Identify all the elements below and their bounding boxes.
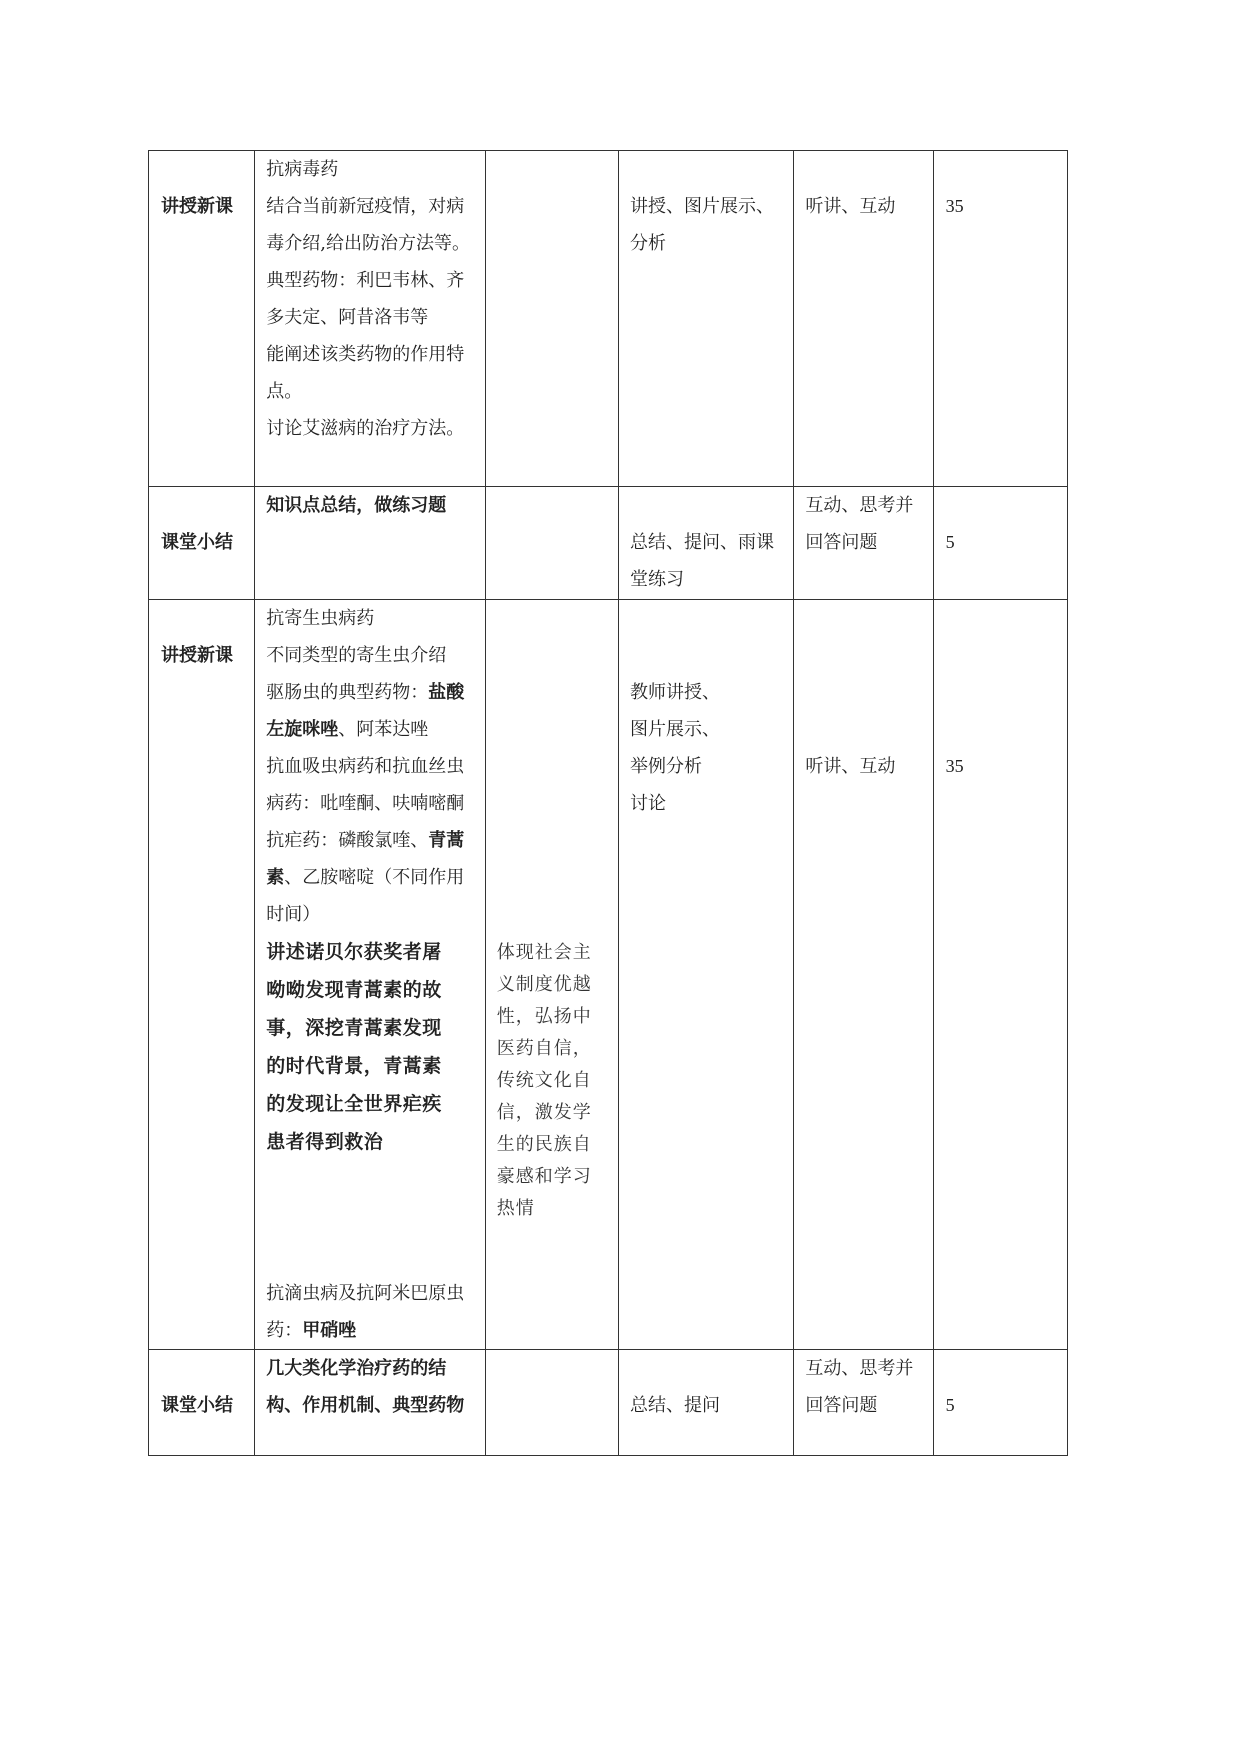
table-row	[149, 487, 1068, 600]
stage-label: 讲授新课	[161, 196, 233, 217]
content-line: 典型药物：利巴韦林、齐	[266, 270, 465, 291]
stage-cell	[149, 487, 255, 600]
ideology-line: 义制度优越	[496, 974, 592, 995]
student-activity-cell	[794, 600, 933, 1350]
student-activity-cell	[794, 1350, 933, 1456]
teacher-activity-line: 总结、提问、雨课	[630, 532, 774, 553]
student-activity-cell	[794, 151, 933, 487]
story-line: 呦呦发现青蒿素的故	[266, 979, 442, 1001]
ideology-cell	[485, 600, 618, 1350]
teacher-activity-cell	[619, 487, 794, 600]
student-activity-cell	[794, 487, 933, 600]
content-line	[266, 1312, 475, 1349]
time-cell	[933, 151, 1067, 487]
content-line: 构、作用机制、典型药物	[266, 1395, 465, 1416]
drug-name: 盐酸	[428, 682, 465, 703]
stage-label: 讲授新课	[161, 645, 233, 666]
content-line: 点。	[266, 381, 303, 402]
time-value: 5	[945, 1395, 955, 1415]
story-block	[266, 933, 475, 1161]
content-cell	[255, 1350, 486, 1456]
content-line: 知识点总结，做练习题	[266, 495, 447, 516]
content-line	[266, 711, 475, 748]
teacher-activity-line: 分析	[630, 233, 666, 254]
table-row	[149, 600, 1068, 1350]
student-activity-line: 回答问题	[805, 532, 878, 553]
content-text: 药：	[266, 1320, 303, 1341]
teacher-activity-cell	[619, 151, 794, 487]
time-value: 35	[945, 756, 964, 776]
ideology-line: 信，激发学	[496, 1102, 592, 1123]
story-line: 的时代背景，青蒿素	[266, 1055, 442, 1077]
content-line: 病药：吡喹酮、呋喃嘧酮	[266, 793, 465, 814]
drug-name: 甲硝唑	[302, 1320, 357, 1341]
time-cell	[933, 1350, 1067, 1456]
content-cell	[255, 151, 486, 487]
student-activity-line: 互动、思考并	[805, 1358, 914, 1379]
story-line: 讲述诺贝尔获奖者屠	[266, 941, 442, 963]
teacher-activity-line: 堂练习	[630, 569, 684, 590]
ideology-line: 性，弘扬中	[496, 1006, 592, 1027]
content-line	[266, 674, 475, 711]
table-row	[149, 151, 1068, 487]
teacher-activity-cell	[619, 600, 794, 1350]
teacher-activity-line: 讲授、图片展示、	[630, 196, 774, 217]
drug-name: 左旋咪唑	[266, 719, 339, 740]
teacher-activity-line: 教师讲授、	[630, 682, 720, 703]
story-line: 患者得到救治	[266, 1131, 384, 1153]
content-cell	[255, 600, 486, 1350]
table-row	[149, 1350, 1068, 1456]
content-line: 时间）	[266, 904, 321, 925]
content-line: 结合当前新冠疫情，对病	[266, 196, 465, 217]
content-text: 驱肠虫的典型药物：	[266, 682, 429, 703]
content-line: 抗血吸虫病药和抗血丝虫	[266, 756, 465, 777]
student-activity-line: 回答问题	[805, 1395, 878, 1416]
story-line: 的发现让全世界疟疾	[266, 1093, 442, 1115]
time-value: 5	[945, 532, 955, 552]
student-activity-line: 听讲、互动	[805, 756, 896, 777]
content-line: 不同类型的寄生虫介绍	[266, 645, 447, 666]
student-activity-line: 互动、思考并	[805, 495, 914, 516]
content-line: 讨论艾滋病的治疗方法。	[266, 418, 465, 439]
stage-cell	[149, 1350, 255, 1456]
ideology-line: 生的民族自	[496, 1134, 592, 1155]
stage-cell	[149, 151, 255, 487]
time-cell	[933, 600, 1067, 1350]
teacher-activity-line: 讨论	[630, 793, 666, 814]
content-line: 几大类化学治疗药的结	[266, 1358, 447, 1379]
ideology-cell	[485, 1350, 618, 1456]
teacher-activity-line: 举例分析	[630, 756, 702, 777]
ideology-line: 医药自信，	[496, 1038, 592, 1059]
content-cell	[255, 487, 486, 600]
stage-cell	[149, 600, 255, 1350]
content-text: 、乙胺嘧啶（不同作用	[284, 867, 465, 888]
ideology-line: 体现社会主	[496, 942, 592, 963]
content-line: 抗滴虫病及抗阿米巴原虫	[266, 1283, 465, 1304]
teacher-activity-line: 图片展示、	[630, 719, 720, 740]
ideology-line: 热情	[496, 1198, 535, 1219]
content-line: 抗寄生虫病药	[266, 608, 375, 629]
ideology-cell	[485, 487, 618, 600]
time-value: 35	[945, 196, 964, 216]
content-text: 抗疟药：磷酸氯喹、	[266, 830, 429, 851]
content-line	[266, 859, 475, 896]
ideology-cell	[485, 151, 618, 487]
ideology-line: 豪感和学习	[496, 1166, 592, 1187]
time-cell	[933, 487, 1067, 600]
stage-label: 课堂小结	[161, 532, 233, 553]
content-line: 抗病毒药	[266, 159, 339, 180]
story-line: 事，深挖青蒿素发现	[266, 1017, 442, 1039]
teacher-activity-line: 总结、提问	[630, 1395, 720, 1416]
lesson-plan-table	[148, 150, 1068, 1456]
drug-name: 素	[266, 867, 285, 888]
teacher-activity-cell	[619, 1350, 794, 1456]
content-line: 毒介绍,给出防治方法等。	[266, 233, 470, 254]
content-line: 能阐述该类药物的作用特	[266, 344, 465, 365]
content-line: 多夫定、阿昔洛韦等	[266, 307, 429, 328]
stage-label: 课堂小结	[161, 1395, 233, 1416]
content-line	[266, 822, 475, 859]
content-text: 、阿苯达唑	[338, 719, 429, 740]
drug-name: 青蒿	[428, 830, 465, 851]
student-activity-line: 听讲、互动	[805, 196, 896, 217]
ideology-line: 传统文化自	[496, 1070, 592, 1091]
